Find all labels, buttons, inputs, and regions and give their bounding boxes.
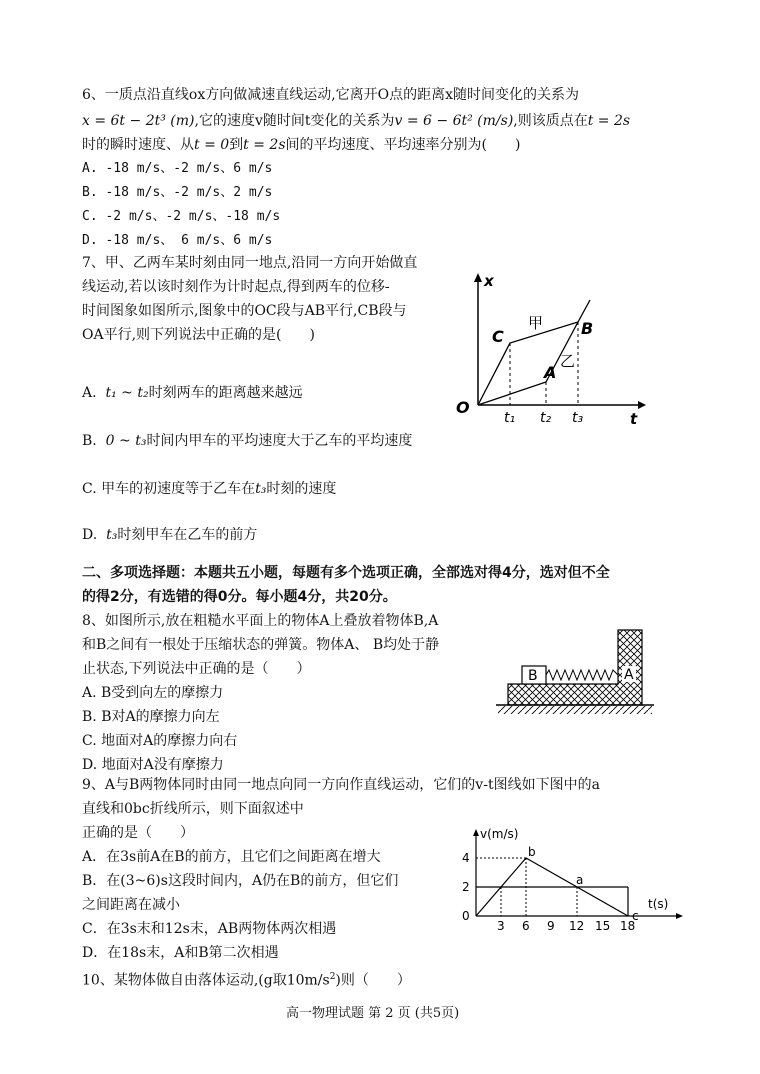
q6-option-a: A. -18 m/s、-2 m/s、6 m/s xyxy=(82,161,273,176)
q7-line4: OA平行,则下列说法中正确的是( ) xyxy=(82,327,315,343)
q6-formula-t2: t = 2s xyxy=(243,137,286,153)
q10-superscript: 2 xyxy=(329,972,336,982)
q7-line2: 线运动,若以该时刻作为计时起点,得到两车的位移- xyxy=(82,279,390,295)
q9-label-b: b xyxy=(528,845,536,859)
q6-formula-x: x = 6t − 2t³ (m) xyxy=(82,113,195,129)
q6-line2 xyxy=(82,112,630,130)
q6-formula-t: t = 2s xyxy=(587,113,631,129)
q9-xtick-9: 9 xyxy=(547,919,555,933)
q9-label-c: c xyxy=(632,909,639,923)
q6-formula-t0: t = 0 xyxy=(194,137,230,153)
q7-option-a: A. t₁ ~ t₂时刻两车的距离越来越远 xyxy=(82,385,303,401)
q7-xt-graph xyxy=(448,270,648,430)
q7-option-c-math: t₃ xyxy=(255,481,267,497)
q9-line1: 9、A与B两物体同时由同一地点向同一方向作直线运动，它们的v-t图线如下图中的a xyxy=(82,777,600,793)
q7-option-b-math: 0 ~ t₃ xyxy=(105,433,147,449)
section2-line1: 二、多项选择题：本题共五小题，每题有多个选项正确，全部选对得4分，选对但不全 xyxy=(82,565,610,581)
q10-text-pre: 10、某物体做自由落体运动,(g取10m/s xyxy=(82,972,330,989)
q9-xtick-18: 18 xyxy=(620,919,636,933)
q6-option-b: B. -18 m/s、-2 m/s、2 m/s xyxy=(82,185,273,200)
q9-ylabel: v(m/s) xyxy=(480,827,519,841)
q7-tick-t2: t₂ xyxy=(540,410,552,426)
q7-label-b: B xyxy=(581,319,594,338)
q6-mid2: ,则该质点在 xyxy=(513,113,588,129)
q8-spring xyxy=(546,670,618,680)
q7-label-jia: 甲 xyxy=(528,314,544,332)
q8-line1: 8、如图所示,放在粗糙水平面上的物体A上叠放着物体B,A xyxy=(82,613,439,629)
q7-label-y: x xyxy=(484,272,494,290)
q9-option-d: D．在18s末，A和B第二次相遇 xyxy=(82,945,279,961)
q7-tick-t1: t₁ xyxy=(504,410,516,426)
q6-line3-a: 时的瞬时速度、从 xyxy=(82,137,194,153)
q9-xtick-12: 12 xyxy=(569,919,585,933)
q7-label-a: A xyxy=(544,363,557,382)
q7-option-d-math: t₃ xyxy=(106,527,118,543)
q7-option-c: C. 甲车的初速度等于乙车在t₃时刻的速度 xyxy=(82,481,337,497)
q9-option-c: C．在3s末和12s末，AB两物体两次相遇 xyxy=(82,921,337,937)
q7-option-b: B. 0 ~ t₃时间内甲车的平均速度大于乙车的平均速度 xyxy=(82,433,413,449)
q7-tick-t3: t₃ xyxy=(572,410,584,426)
q7-label-origin: O xyxy=(456,398,470,417)
section2-line2: 的得2分，有选错的得0分。每小题4分，共20分。 xyxy=(82,589,397,605)
q6-option-d: D. -18 m/s、 6 m/s、6 m/s xyxy=(82,233,273,248)
q9-vt-graph xyxy=(452,824,692,936)
q8-line3: 止状态,下列说法中正确的是（ ） xyxy=(82,661,311,677)
q8-label-b: B xyxy=(528,668,538,684)
q7-label-c: C xyxy=(492,327,504,346)
q7-line3: 时间图象如图所示,图象中的OC段与AB平行,CB段与 xyxy=(82,303,407,319)
q8-block-figure xyxy=(494,626,656,718)
q7-line1: 7、甲、乙两车某时刻由同一地点,沿同一方向开始做直 xyxy=(82,255,418,271)
q9-option-b-cont: 之间距离在减小 xyxy=(82,897,180,913)
q6-line1: 6、一质点沿直线ox方向做减速直线运动,它离开O点的距离x随时间变化的关系为 xyxy=(82,87,580,103)
q6-line3-c: 间的平均速度、平均速率分别为( ) xyxy=(285,137,521,153)
q8-option-d: D. 地面对A没有摩擦力 xyxy=(82,757,224,773)
q6-option-c: C. -2 m/s、-2 m/s、-18 m/s xyxy=(82,209,281,224)
q9-option-b: B．在(3~6)s这段时间内，A仍在B的前方，但它们 xyxy=(82,873,399,889)
q9-x-axis-arrow xyxy=(676,913,683,919)
q10-text-post: )则（ ） xyxy=(335,972,411,989)
q9-ytick-4: 4 xyxy=(462,851,470,865)
q8-label-a: A xyxy=(624,667,634,683)
q6-mid1: ,它的速度v随时间t变化的关系为 xyxy=(194,113,395,129)
q7-label-x: t xyxy=(630,410,638,428)
q8-option-a: A. B受到向左的摩擦力 xyxy=(82,685,224,701)
q9-xtick-6: 6 xyxy=(522,919,530,933)
q6-formula-v: v = 6 − 6t² (m/s) xyxy=(394,113,514,129)
q9-xlabel: t(s) xyxy=(648,897,669,911)
q8-option-b: B. B对A的摩擦力向左 xyxy=(82,709,220,725)
q9-y-axis-arrow xyxy=(473,829,479,836)
q7-x-axis-arrow xyxy=(638,401,646,409)
q9-xtick-15: 15 xyxy=(595,919,611,933)
q7-label-yi: 乙 xyxy=(560,352,576,370)
q10-line xyxy=(82,968,411,990)
q6-line3 xyxy=(82,136,520,154)
q8-ground-hatch xyxy=(498,706,652,714)
q7-y-axis-arrow xyxy=(474,273,482,282)
q9-label-a: a xyxy=(576,873,584,887)
q7-option-a-math: t₁ ~ t₂ xyxy=(105,385,149,401)
q8-line2: 和B之间有一根处于压缩状态的弹簧。物体A、 B均处于静 xyxy=(82,637,440,653)
q9-ytick-0: 0 xyxy=(462,909,470,923)
q9-line3: 正确的是（ ） xyxy=(82,825,194,841)
q9-option-a: A．在3s前A在B的前方，且它们之间距离在增大 xyxy=(82,849,381,865)
q7-option-d: D. t₃时刻甲车在乙车的前方 xyxy=(82,527,258,543)
page-footer: 高一物理试题 第 2 页 (共5页) xyxy=(286,1006,460,1021)
q6-line3-b: 到 xyxy=(229,137,244,153)
q9-xtick-3: 3 xyxy=(497,919,505,933)
q8-option-c: C. 地面对A的摩擦力向右 xyxy=(82,733,238,749)
q9-line2: 直线和0bc折线所示，则下面叙述中 xyxy=(82,801,304,817)
q9-ytick-2: 2 xyxy=(462,880,470,894)
